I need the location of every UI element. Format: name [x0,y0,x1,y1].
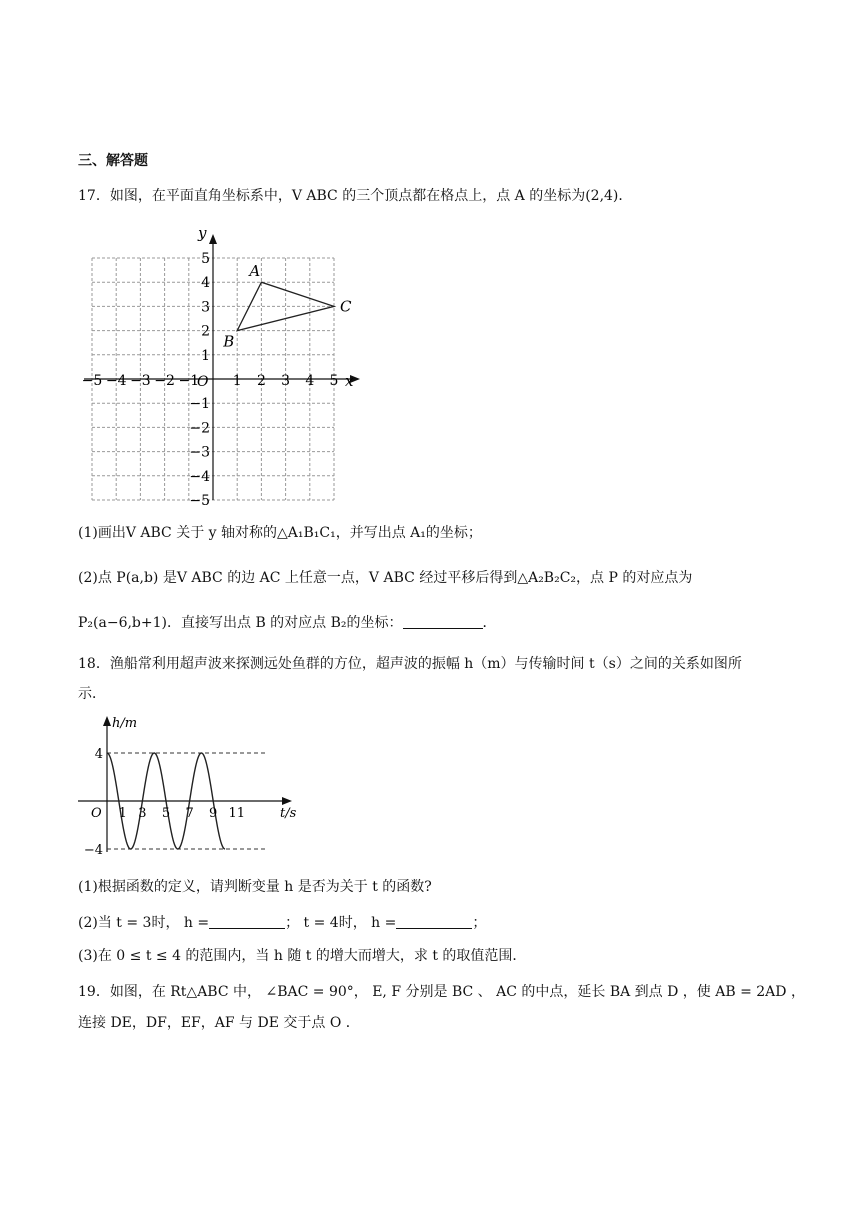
q18-t-axis-arrow [282,797,292,805]
q18-wave-graph [70,710,310,860]
q17-part2-line2-row [78,613,497,633]
q17-y-tick-label: −2 [189,420,210,437]
q17-y-tick-label: 2 [201,323,210,340]
q18-x-tick-label: 1 [118,806,127,821]
q17-x-tick-label: −2 [154,373,175,389]
q17-point-label-c: C [340,297,352,316]
q18-x-tick-label: 3 [138,806,147,821]
q17-part2-end: ． [482,615,497,631]
q17-x-tick-label: 2 [256,373,266,389]
q17-x-tick-label: 4 [305,373,315,389]
q17-y-tick-label: 1 [201,347,210,364]
q17-point-label-a: A [249,262,261,281]
q17-y-tick-label: −4 [189,468,210,485]
q17-y-tick-label: 3 [201,299,210,316]
q17-y-axis-label: y [198,224,207,242]
q17-x-tick-label: −5 [81,373,103,389]
q17-x-tick-label: 1 [232,373,242,389]
q17-x-tick-label: 3 [281,373,291,389]
q18-x-axis-label: t/s [280,806,297,821]
q18-stem-line1: 18．渔船常利用超声波来探测远处鱼群的方位，超声波的振幅 h（m）与传输时间 t（s）之间的关系如图所 [78,656,742,672]
q18-y-tick-labels [84,747,103,858]
q18-x-tick-labels [119,806,245,821]
q18-x-tick-label: 7 [185,806,194,821]
q17-y-tick-label: −3 [189,444,210,461]
q18-y-tick-label: 4 [94,747,103,762]
q18-part2-c: ； [472,915,487,931]
q17-x-tick-label: −3 [130,373,151,389]
q18-answer-blank-1[interactable] [209,914,285,929]
q19-line2: 连接 DE，DF，EF，AF 与 DE 交于点 O ． [78,1015,360,1031]
q18-y-axis-label: h/m [112,716,138,731]
q18-x-tick-label: 5 [161,806,171,821]
q17-x-tick-label: −4 [105,373,127,389]
q17-axes [81,234,360,500]
q17-part1: (1)画出V ABC 关于 y 轴对称的△A₁B₁C₁，并写出点 A₁的坐标； [78,525,482,541]
q18-answer-blank-2[interactable] [396,914,472,929]
q17-y-tick-label: 5 [201,251,210,267]
q18-stem-line2: 示． [78,686,106,702]
q18-part2-b: ； t = 4时， h = [285,915,397,931]
q17-x-tick-labels [82,373,339,389]
q18-origin-label: O [91,806,102,821]
q17-x-axis-label: x [345,372,354,390]
q17-x-tick-label: 5 [329,373,339,389]
q17-y-tick-label: −5 [189,493,210,509]
q18-part1: (1)根据函数的定义，请判断变量 h 是否为关于 t 的函数? [78,879,432,895]
section-title: 三、解答题 [78,153,148,169]
q17-point-label-b: B [223,332,235,351]
q18-part2-row [78,913,486,933]
q17-origin-label: O [197,374,209,390]
q17-answer-blank[interactable] [403,614,483,629]
q18-part2-a: (2)当 t = 3时， h = [78,915,210,931]
q19-line1: 19．如图，在 Rt△ABC 中， ∠BAC = 90°， E, F 分别是 BC 、 AC 的中点，延长 BA 到点 D ，使 AB = 2AD ， [78,984,805,1000]
q18-y-tick-label: −4 [83,843,103,858]
q17-part2-line1: (2)点 P(a,b) 是V ABC 的边 AC 上任意一点，V ABC 经过平移后得到△A₂B₂C₂，点 P 的对应点为 [78,570,693,586]
q17-stem: 17．如图，在平面直角坐标系中，V ABC 的三个顶点都在格点上，点 A 的坐标为(2,4)． [78,188,633,204]
q17-y-tick-label: 4 [201,275,210,292]
q17-x-tick-label: −1 [178,373,200,389]
q18-x-tick-label: 11 [228,806,246,821]
q18-part3: (3)在 0 ≤ t ≤ 4 的范围内，当 h 随 t 的增大而增大，求 t 的取值范围． [78,948,527,964]
q17-coordinate-graph [70,218,370,509]
q18-h-axis-arrow [103,716,111,726]
q17-y-axis-arrow [209,234,217,244]
q17-part2-line2: P₂(a−6,b+1)．直接写出点 B 的对应点 B₂的坐标： [78,615,403,631]
q18-x-tick-label: 9 [209,806,218,821]
q17-y-tick-label: −1 [189,396,210,413]
